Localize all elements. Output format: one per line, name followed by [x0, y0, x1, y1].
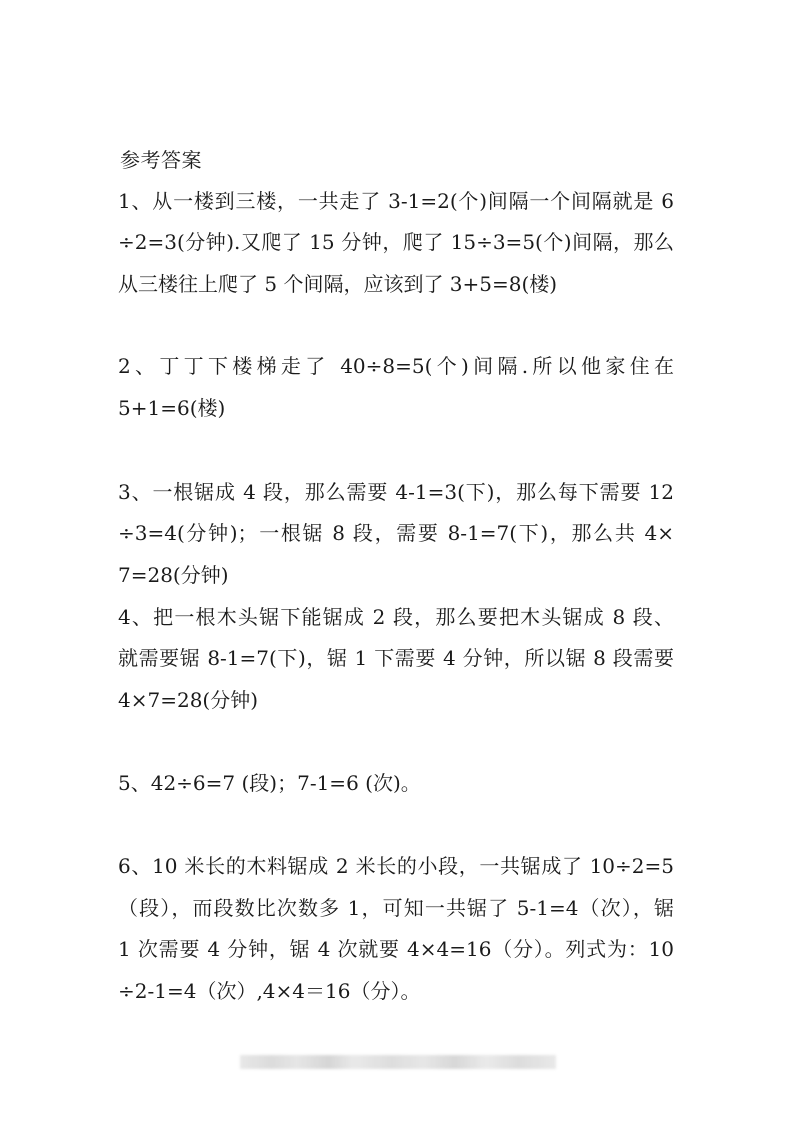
answer-2-line-1: 2、丁丁下楼梯走了 40÷8=5(个)间隔.所以他家住在 [118, 354, 674, 378]
answer-6-line-2: （段），而段数比次数多 1，可知一共锯了 5-1=4（次），锯 [118, 896, 674, 920]
answer-6-line-1: 6、10 米长的木料锯成 2 米长的小段，一共锯成了 10÷2=5 [118, 854, 674, 878]
answer-2-line-2: 5+1=6(楼) [118, 396, 226, 420]
answer-3-line-2: ÷3=4(分钟)；一根锯 8 段，需要 8-1=7(下)，那么共 4× [118, 521, 674, 545]
page-heading: 参考答案 [120, 148, 202, 172]
answer-1-line-2: ÷2=3(分钟).又爬了 15 分钟，爬了 15÷3=5(个)间隔，那么 [118, 230, 674, 254]
answer-1-line-1: 1、从一楼到三楼，一共走了 3-1=2(个)间隔一个间隔就是 6 [118, 189, 674, 213]
answer-6-line-3: 1 次需要 4 分钟，锯 4 次就要 4×4=16（分）。列式为：10 [118, 937, 674, 961]
answer-4-line-2: 就需要锯 8-1=7(下)，锯 1 下需要 4 分钟，所以锯 8 段需要 [118, 646, 674, 670]
answer-5-line-1: 5、42÷6=7 (段)；7-1=6 (次)。 [118, 771, 421, 795]
blurred-footer-watermark [240, 1055, 556, 1069]
answer-3-line-3: 7=28(分钟) [118, 563, 229, 587]
answer-4-line-1: 4、把一根木头锯下能锯成 2 段，那么要把木头锯成 8 段、 [118, 605, 674, 629]
answer-1-line-3: 从三楼往上爬了 5 个间隔，应该到了 3+5=8(楼) [118, 272, 558, 296]
answer-6-line-4: ÷2-1=4（次）,4×4＝16（分）。 [118, 979, 421, 1003]
answer-3-line-1: 3、一根锯成 4 段，那么需要 4-1=3(下)，那么每下需要 12 [118, 480, 674, 504]
answer-4-line-3: 4×7=28(分钟) [118, 688, 259, 712]
